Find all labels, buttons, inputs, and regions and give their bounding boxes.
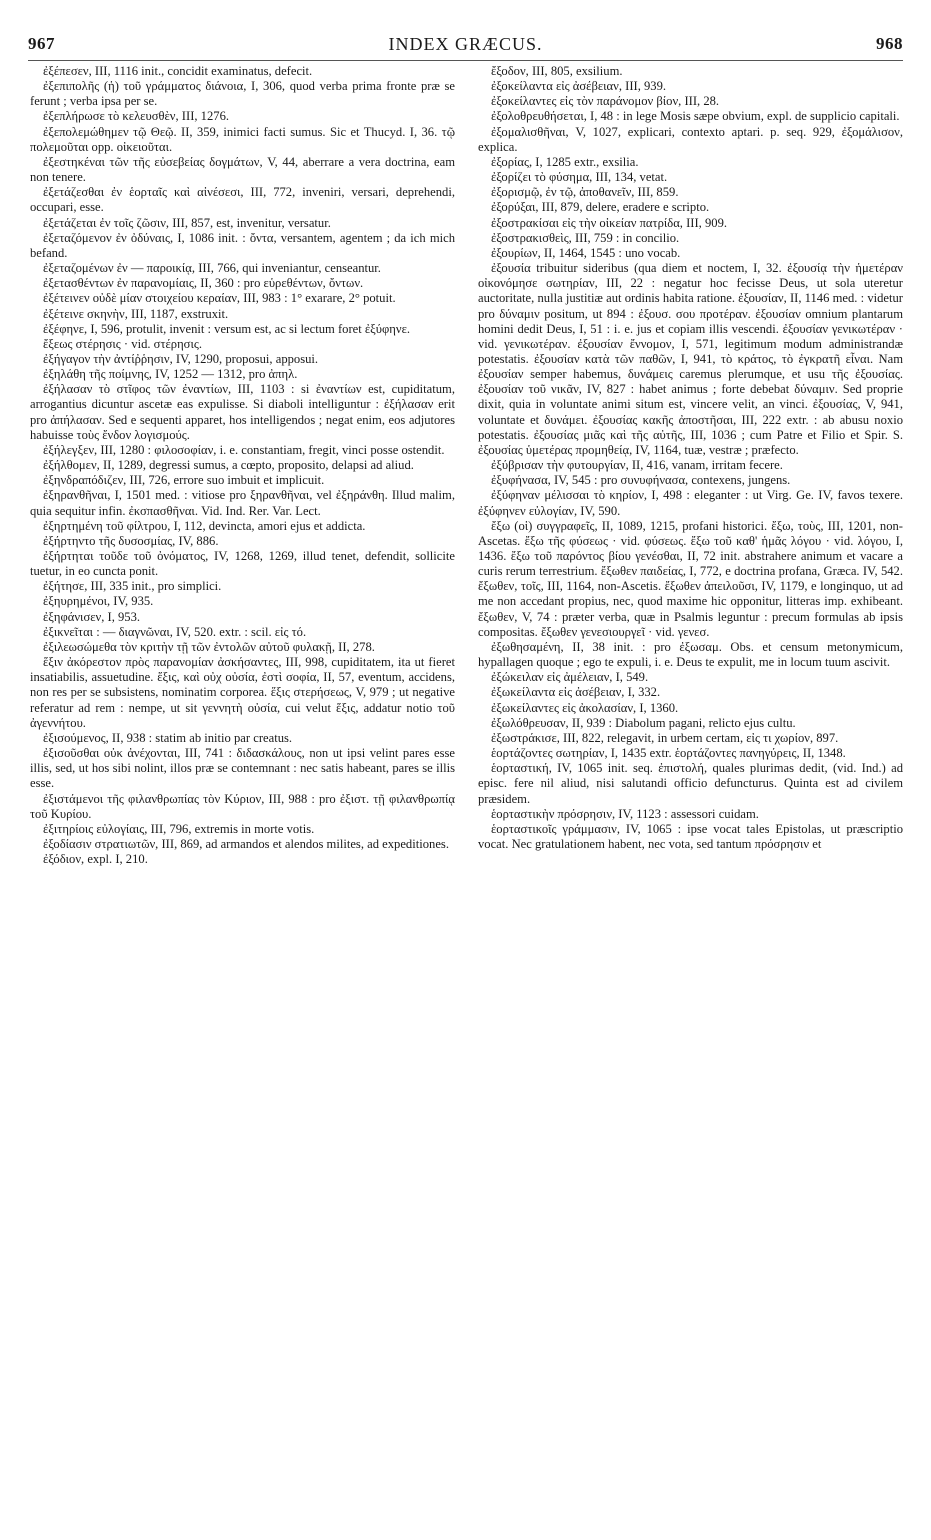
index-entry: ἐξουσία tribuitur sideribus (qua diem et noctem, I, 32. ἐξουσίᾳ τὴν ἡμετέραν οἰκονόμησε σωτηρίαν, III, 22 : negatur hoc fecisse Deus, ut sola uteretur auctoritate, nulla justitiæ aut ordinis habita ratione. ἐξουσίαν, II, 1146 med. : videtur pro δύναμιν positum, ut 894 : ἐξουσ. σου προτέραν. ἐξουσίαν omnium plantarum homini dedit Deus, I, 51 : i. e. jus et copiam illis vescendi. ἐξουσίαν γενικωτέραν · vid. γενικωτέραν. ἐξουσίαν ἔννομον, I, 571, legitimum modum administrandæ potestatis. ἐξουσίαν κατὰ τῶν παθῶν, I, 941, τὸ κράτος, τὸ ἐγκρατῆ εἶναι. Nam ἐξουσίαν semper habemus, δυνάμεις caremus plerumque, et usu τῆς ἐξουσίας. ἐξουσίαν τοῦ νικᾶν, IV, 827 : habet animus ; forte debebat δύναμιν. Sed proprie dixit, quia in voluntate animi situm est, vincere velit, an vinci. ἐξουσίας, V, 941, voluntate et δυνάμει. ἐξουσίας κακῆς ἀποστῆσαι, III, 222 extr. : ab abusu noxio potestatis. ἐξουσίας μιᾶς καὶ τῆς αὐτῆς, III, 1036 ; cum Patre et Filio et Spir. S. ἐξουσίας ὑμετέρας προμηθείᾳ, IV, 1164, tuæ, vestræ ; præfecto.	[478, 261, 903, 457]
index-entry: ἐξήλθομεν, II, 1289, degressi sumus, a cœpto, proposito, delapsi ad aliud.	[43, 458, 414, 473]
index-entry: ἐξύφηναν μέλισσαι τὸ κηρίον, I, 498 : eleganter : ut Virg. Ge. IV, favos texere. ἐξύφηνεν εὐλογίαν, IV, 590.	[478, 488, 903, 518]
index-entry: ἐξοκείλαντες εἰς τὸν παράνομον βίον, III, 28.	[491, 94, 720, 109]
index-entry: ἑορταστικὴν πρόσρησιν, IV, 1123 : assessori cuidam.	[491, 806, 759, 821]
index-entry: ἐξισοῦσθαι οὐκ ἀνέχονται, III, 741 : διδασκάλους, non ut ipsi velint pares esse illis, sed, ut hos sibi nolint, illos præ se contemnant : nec satis habeant, pares se illis esse.	[30, 746, 455, 791]
index-entry: ἐξετάζεται ἐν τοῖς ζῶσιν, III, 857, est, invenitur, versatur.	[43, 215, 331, 230]
index-entry: ἐξιτηρίοις εὐλογίαις, III, 796, extremis in morte votis.	[43, 821, 315, 836]
index-entry: ἐξηλάθη τῆς ποίμνης, IV, 1252 — 1312, pro ἀπηλ.	[43, 367, 298, 382]
index-entry: ἐξεταζομένων ἐν — παροικίᾳ, III, 766, qui inveniantur, censeantur.	[43, 261, 381, 276]
index-entry: ἐξεπιπολῆς (ἡ) τοῦ γράμματος διάνοια, I, 306, quod verba prima fronte præ se ferunt ; verba ipsa per se.	[30, 79, 455, 109]
index-entry: ἐξύβρισαν τὴν φυτουργίαν, II, 416, vanam, irritam fecere.	[491, 458, 783, 473]
index-entry: ἐξικνεῖται : — διαγνῶναι, IV, 520. extr. : scil. εἰς τό.	[43, 624, 307, 639]
index-entry: ἐξώκειλαν εἰς ἀμέλειαν, I, 549.	[491, 670, 649, 685]
index-entry: ἐξοστρακισθεὶς, III, 759 : in concilio.	[491, 230, 680, 245]
index-entry: ἐξωστράκισε, III, 822, relegavit, in urbem certam, εἰς τι χωρίον, 897.	[491, 730, 839, 745]
index-entry: ἐξηυρημένοι, IV, 935.	[43, 594, 154, 609]
left-page-number: 967	[28, 34, 55, 53]
index-entry: ἐξηφάνισεν, I, 953.	[43, 609, 141, 624]
index-entry: ἐξετάζεσθαι ἐν ἑορταῖς καὶ αἰνέσεσι, III, 772, inveniri, versari, deprehendi, occupari, esse.	[30, 185, 455, 215]
index-entry: ἔξεως στέρησις · vid. στέρησις.	[43, 336, 202, 351]
index-entry: ἐξουρίων, II, 1464, 1545 : uno vocab.	[491, 245, 681, 260]
index-entry: ἑορταστικοῖς γράμμασιν, IV, 1065 : ipse vocat tales Epistolas, ut præscriptio vocat. Nec gratulationem habent, nec vota, sed tantum πρόσρησιν et	[478, 821, 903, 851]
header-rule	[28, 60, 903, 61]
index-entry: ἐξήτησε, III, 335 init., pro simplici.	[43, 579, 222, 594]
index-entry: ἐξηρτημένη τοῦ φίλτρου, I, 112, devincta, amori ejus et addicta.	[43, 518, 366, 533]
index-entry: ἐξέφηνε, I, 596, protulit, invenit : versum est, ac si lectum foret ἐξύφηνε.	[43, 321, 411, 336]
index-title: INDEX GRÆCUS.	[388, 34, 543, 54]
index-entry: ἐξέτεινεν οὐδὲ μίαν στοιχείου κεραίαν, III, 983 : 1° exarare, 2° potuit.	[43, 291, 396, 306]
index-entry: ἔξοδον, III, 805, exsilium.	[491, 64, 623, 78]
index-entry: ἐξόδιον, expl. I, 210.	[43, 852, 148, 867]
index-entry: ἐξορύξαι, III, 879, delere, eradere e scripto.	[491, 200, 710, 215]
index-entry: ἐξοκείλαντα εἰς ἀσέβειαν, III, 939.	[491, 79, 667, 94]
index-entry: ἑορταστική, IV, 1065 init. seq. ἐπιστολή, quales plurimas dedit, (vid. Ind.) ad episc. fere nil aliud, nisi salutandi officio defuncturus. Quinta est ad civilem præsidem.	[478, 761, 903, 806]
index-entry: ἐξεπολεμώθημεν τῷ Θεῷ. II, 359, inimici facti sumus. Sic et Thucyd. I, 36. τῷ πολεμοῦται opp. οἰκειοῦται.	[30, 124, 455, 154]
index-entry: ἕξιν ἀκόρεστον πρὸς παρανομίαν ἀσκήσαντες, III, 998, cupiditatem, ita ut fieret insatiabilis, assuetudine. ἕξις, καὶ οὐχ οὐσία, ἐστὶ σοφία, II, 57, eventum, accidens, non res per se subsistens, nominatim corporea. ἕξις στερήσεως, V, 979 ; ut negative referatur ad rem : nempe, ut sit γεννητὴ οὐσία, cui velut ἕξις, addatur notio τοῦ ἀγεννήτου.	[30, 655, 455, 730]
index-entry: ἐξορίας, I, 1285 extr., exsilia.	[491, 154, 639, 169]
index-entry: ἐξολοθρευθήσεται, I, 48 : in lege Mosis sæpe obvium, expl. de supplicio capitali.	[491, 109, 900, 124]
index-entry: ἐξήλεγξεν, III, 1280 : φιλοσοφίαν, i. e. constantiam, fregit, vinci posse ostendit.	[43, 442, 445, 457]
index-entry: ἐξωθησαμένη, II, 38 init. : pro ἐξωσαμ. Obs. et censum metonymicum, hypallagen quoque ; ego te expuli, i. e. Deus te expulit, me in locum tuum ascivit.	[478, 639, 903, 670]
index-entry: ἐξέτεινε σκηνὴν, III, 1187, exstruxit.	[43, 306, 229, 321]
right-page-number: 968	[876, 34, 903, 53]
index-entry: ἐξεστηκέναι τῶν τῆς εὐσεβείας δογμάτων, V, 44, aberrare a vera doctrina, eam non tenere.	[30, 154, 455, 185]
index-entry: ἐξηρανθῆναι, I, 1501 med. : vitiose pro ξηρανθῆναι, vel ἐξηράνθη. Illud malim, quia sequitur infin. ἐκσπασθῆναι. Vid. Ind. Rer. Var. Lect.	[30, 488, 455, 518]
index-entry: ἐξήγαγον τὴν ἀντίῤῥησιν, IV, 1290, proposui, apposui.	[43, 351, 319, 366]
index-entry: ἐξωκείλαντες εἰς ἀκολασίαν, I, 1360.	[491, 700, 679, 715]
left-column	[30, 64, 455, 867]
running-head	[28, 34, 903, 56]
index-entry: ἐξήρτηται τοῦδε τοῦ ὀνόματος, IV, 1268, 1269, illud tenet, defendit, sollicite tuetur, in eo cuncta ponit.	[30, 549, 455, 579]
index-entry: ἐξέπεσεν, III, 1116 init., concidit examinatus, defecit.	[43, 64, 313, 78]
index-entry: ἐξοδίασιν στρατιωτῶν, III, 869, ad armandos et alendos milites, ad expeditiones.	[43, 836, 449, 851]
index-entry: ἐξοστρακίσαι εἰς τὴν οἰκείαν πατρίδα, III, 909.	[491, 215, 728, 230]
index-entry: ἐξομαλισθῆναι, V, 1027, explicari, contexto aptari. p. seq. 929, ἐξομάλισον, explica.	[478, 124, 903, 154]
index-entry: ἐξισούμενος, II, 938 : statim ab initio par creatus.	[43, 730, 293, 745]
right-column	[478, 64, 903, 852]
index-entry: ἐξεπλήρωσε τὸ κελευσθὲν, III, 1276.	[43, 109, 230, 124]
index-entry: ἑορτάζοντες σωτηρίαν, I, 1435 extr. ἑορτάζοντες πανηγύρεις, II, 1348.	[491, 746, 846, 761]
index-entry: ἐξετασθέντων ἐν παρανομίαις, II, 360 : pro εὑρεθέντων, ὄντων.	[43, 276, 364, 291]
index-entry: ἐξιστάμενοι τῆς φιλανθρωπίας τὸν Κύριον, III, 988 : pro ἐξιστ. τῇ φιλανθρωπίᾳ τοῦ Κυρίου.	[30, 791, 455, 821]
index-entry: ἐξήλασαν τὸ στῖφος τῶν ἐναντίων, III, 1103 : si ἐναντίων est, cupiditatum, arrogantius dicuntur ascetæ eas expulisse. Si diaboli intelliguntur : ἐξήλασαν erit pro ἀπήλασαν. Sed e sequenti apparet, hos intelligendos ; negat enim, eos adjutores habuisse τοὺς ἔνδον λογισμούς.	[30, 382, 455, 442]
index-entry: ἐξωκείλαντα εἰς ἀσέβειαν, I, 332.	[491, 685, 661, 700]
index-entry: ἐξωλόθρευσαν, II, 939 : Diabolum pagani, relicto ejus cultu.	[491, 715, 796, 730]
index-entry: ἐξεταζόμενον ἐν ὀδύναις, I, 1086 init. : ὄντα, versantem, agentem ; da ich mich befand.	[30, 230, 455, 260]
index-entry: ἐξορισμῷ, ἐν τῷ, ἀποθανεῖν, III, 859.	[491, 185, 679, 200]
index-entry: ἐξηνδραπόδιζεν, III, 726, errore suo imbuit et implicuit.	[43, 473, 325, 488]
index-entry: ἐξυφήνασα, IV, 545 : pro συνυφήνασα, contexens, jungens.	[491, 473, 791, 488]
index-entry: ἐξήρτηντο τῆς δυσοσμίας, IV, 886.	[43, 533, 219, 548]
index-entry: ἐξιλεωσώμεθα τὸν κριτὴν τῇ τῶν ἐντολῶν αὐτοῦ φυλακῇ, II, 278.	[43, 639, 375, 654]
index-entry: ἐξορίζει τὸ φύσημα, III, 134, vetat.	[491, 170, 668, 185]
index-entry: ἔξω (οἱ) συγγραφεῖς, II, 1089, 1215, profani historici. ἔξω, τοὺς, III, 1201, non-Ascetas. ἔξω τῆς φύσεως · vid. φύσεως. ἔξω τοῦ καθ' ἡμᾶς λόγου · vid. λόγου, I, 1436. ἔξω τοῦ παρόντος βίου γενέσθαι, II, 72 init. abstrahere animum et vacare a curis rerum terrestrium. ἔξωθεν παιδείας, I, 772, e doctrina profana, Græca. IV, 542. ἔξωθεν, τοῖς, III, 1164, non-Ascetis. ἔξωθεν ἀπειλοῦσι, IV, 1179, e longinquo, ut ad me non accedant propius, nec, quod maxime hic opponitur, litteras imp. exhibeant. ἔξωθεν, V, 74 : præter verba, quæ in Psalmis leguntur : precum formulas ab ipsis compositas. ἔξωθεν γενεσιουργεῖ · vid. γενεσ.	[478, 518, 903, 639]
